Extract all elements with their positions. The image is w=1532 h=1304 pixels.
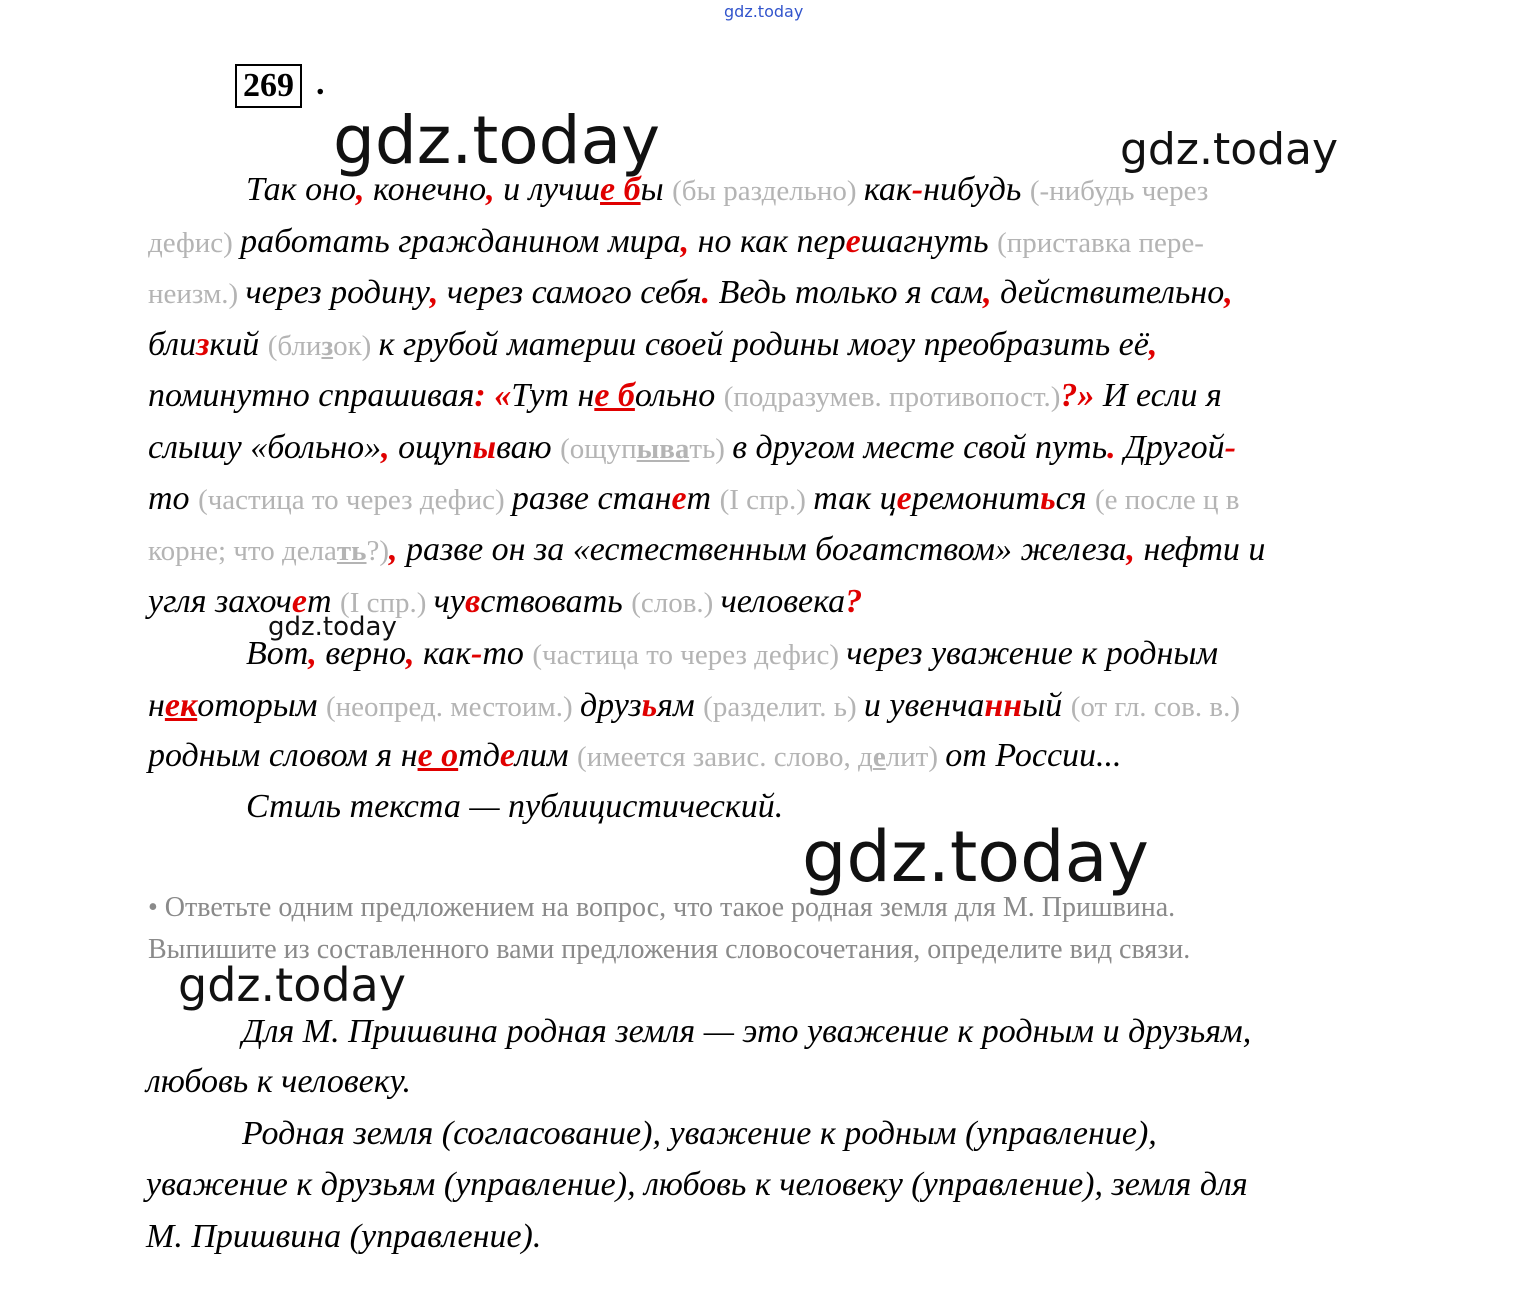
text-segment: через уважение к родным (846, 635, 1219, 672)
text-segment: разве он за «естественным богатством» железа (397, 531, 1127, 568)
text-segment: родным словом я н (148, 737, 418, 774)
text-segment: ваю (496, 429, 561, 466)
text-segment: нибудь (923, 171, 1030, 208)
highlighted-spelling: е (291, 583, 307, 620)
text-segment: Ведь только я сам (710, 274, 984, 311)
text-segment: Вот (246, 635, 309, 672)
text-segment: шагнуть (860, 223, 998, 260)
text-line (148, 273, 1233, 314)
grammar-note: (от гл. сов. в.) (1070, 691, 1240, 723)
watermark-large-4: gdz.today (178, 958, 406, 1012)
text-segment: в другом месте свой путь (732, 429, 1108, 466)
text-segment: И если я (1094, 377, 1222, 414)
text-segment: Стиль текста — публицистический. (246, 788, 784, 825)
grammar-note: корне; что дела (148, 535, 337, 567)
text-segment: поминутно спрашивая (148, 377, 475, 414)
grammar-note: е (872, 741, 886, 773)
text-line (246, 170, 1208, 211)
grammar-note: (неопред. местоим.) (325, 691, 580, 723)
text-segment: через самого себя (438, 274, 702, 311)
text-line (148, 530, 1265, 571)
highlighted-spelling: - (911, 171, 924, 208)
highlighted-spelling: в (464, 583, 481, 620)
text-segment: от России... (945, 737, 1122, 774)
grammar-note: (слов.) (631, 587, 721, 619)
grammar-note: (приставка пере- (997, 227, 1204, 259)
answer-line-5: М. Пришвина (управление). (146, 1218, 542, 1255)
highlighted-spelling: , (486, 171, 495, 208)
text-line (246, 787, 783, 827)
text-line (148, 222, 1204, 263)
highlighted-spelling: ек (164, 687, 198, 724)
grammar-note: (ощуп (560, 433, 637, 465)
text-segment: Другой (1115, 429, 1225, 466)
highlighted-spelling: , (1126, 531, 1136, 568)
highlighted-spelling: ь (641, 687, 658, 724)
highlighted-spelling: , (429, 274, 439, 311)
task-number-box: 269 (235, 64, 302, 108)
text-segment: к грубой материи своей родины могу преобразить её (378, 326, 1149, 363)
text-segment: лим (515, 737, 578, 774)
highlighted-spelling: . (1107, 429, 1116, 466)
text-segment: угля захоч (148, 583, 292, 620)
highlighted-spelling: , (406, 635, 415, 672)
grammar-note: (бли (267, 330, 322, 362)
text-segment: тд (458, 737, 500, 774)
highlighted-spelling: е (671, 480, 687, 517)
answer-line-1: Для М. Пришвина родная земля — это уважение к родным и друзьям, (242, 1013, 1252, 1050)
answer-line-4: уважение к друзьям (управление), любовь к человеку (управление), земля для (146, 1166, 1248, 1203)
highlighted-spelling: з (196, 326, 210, 363)
highlighted-spelling: , (355, 171, 365, 208)
answer-line-2: любовь к человеку. (146, 1063, 412, 1100)
text-segment: Тут н (511, 377, 595, 414)
grammar-note: (имеется завис. слово, д (577, 741, 873, 773)
highlighted-spelling: е б (600, 171, 641, 208)
grammar-note: (подразумев. противопост.) (723, 381, 1061, 413)
highlighted-spelling: ?» (1060, 377, 1095, 414)
text-segment: через родину (245, 274, 430, 311)
highlighted-spelling: ? (845, 583, 863, 620)
highlighted-spelling: е (499, 737, 516, 774)
text-line (148, 582, 862, 623)
text-segment: конечно (364, 171, 487, 208)
grammar-note: (частица то через дефис) (198, 484, 512, 516)
text-segment: действительно (991, 274, 1225, 311)
text-segment: и увенча (863, 687, 985, 724)
grammar-note: (частица то через дефис) (532, 639, 847, 671)
text-segment: то (482, 635, 533, 672)
question-line-2: Выпишите из составленного вами предложения словосочетания, определите вид связи. (148, 934, 1191, 965)
highlighted-spelling: . (701, 274, 711, 311)
grammar-note: ыва (636, 433, 690, 465)
text-segment: человека (720, 583, 846, 620)
text-line (148, 736, 1122, 777)
highlighted-spelling: е б (594, 377, 635, 414)
highlighted-spelling: , (1148, 326, 1158, 363)
task-number-dot: . (316, 65, 325, 102)
highlighted-spelling: е о (417, 737, 459, 774)
grammar-note: з (321, 330, 334, 362)
watermark-large-1: gdz.today (333, 102, 661, 179)
grammar-note: (I спр.) (719, 484, 814, 516)
text-line (148, 325, 1157, 366)
grammar-note: (I спр.) (340, 587, 434, 619)
text-segment: оторым (197, 687, 326, 724)
text-segment: разве стан (511, 480, 672, 517)
highlighted-spelling: ь (1040, 480, 1056, 517)
text-line (148, 428, 1236, 469)
highlighted-spelling: , (381, 429, 390, 466)
text-line (148, 686, 1240, 727)
grammar-note: ок) (333, 330, 379, 362)
grammar-note: (разделит. ь) (703, 691, 864, 723)
highlighted-spelling: : « (474, 377, 512, 414)
question-line-1: • Ответьте одним предложением на вопрос, что такое родная земля для М. Пришвина. (148, 892, 1176, 923)
text-segment: ствовать (480, 583, 632, 620)
text-segment: как (863, 171, 912, 208)
highlighted-spelling: , (1224, 274, 1233, 311)
text-segment: но как пер (689, 223, 846, 260)
highlighted-spelling: , (389, 531, 398, 568)
text-segment: н (148, 687, 165, 724)
grammar-note: ть (336, 535, 367, 567)
text-segment: т (306, 583, 341, 620)
text-segment: ся (1055, 480, 1096, 517)
highlighted-spelling: е (845, 223, 861, 260)
text-segment: ы (640, 171, 673, 208)
highlighted-spelling: , (308, 635, 317, 672)
text-segment: работать гражданином мира (240, 223, 681, 260)
watermark-large-2: gdz.today (1120, 124, 1339, 175)
text-segment: чу (433, 583, 465, 620)
grammar-note: (бы раздельно) (672, 175, 864, 207)
highlighted-spelling: , (983, 274, 992, 311)
grammar-note: неизм.) (148, 278, 246, 310)
grammar-note: дефис) (148, 227, 241, 259)
text-line (148, 376, 1222, 417)
text-segment: нефти и (1135, 531, 1266, 568)
text-segment: и лучш (494, 171, 601, 208)
watermark-top: gdz.today (724, 2, 804, 21)
text-segment: Так оно (246, 171, 356, 208)
text-segment: ям (657, 687, 704, 724)
grammar-note: ?) (366, 535, 390, 567)
highlighted-spelling: , (680, 223, 690, 260)
highlighted-spelling: ы (472, 429, 497, 466)
highlighted-spelling: нн (984, 687, 1023, 724)
answer-line-3: Родная земля (согласование), уважение к родным (управление), (242, 1115, 1157, 1152)
text-line (246, 634, 1218, 675)
text-segment: друз (579, 687, 642, 724)
watermark-small: gdz.today (268, 612, 397, 642)
highlighted-spelling: е (896, 480, 912, 517)
watermark-large-3: gdz.today (802, 816, 1149, 898)
text-segment: ольно (634, 377, 724, 414)
text-segment: ощуп (389, 429, 473, 466)
grammar-note: ть) (689, 433, 733, 465)
text-segment: так ц (813, 480, 897, 517)
highlighted-spelling: - (471, 635, 483, 672)
text-segment: верно (316, 635, 407, 672)
text-segment: т (686, 480, 720, 517)
highlighted-spelling: - (1224, 429, 1236, 466)
text-segment: ый (1022, 687, 1071, 724)
text-segment: кий (209, 326, 268, 363)
grammar-note: (е после ц в (1095, 484, 1240, 516)
text-segment: то (148, 480, 199, 517)
text-segment: слышу «больно» (148, 429, 382, 466)
text-segment: как (414, 635, 472, 672)
text-line (148, 479, 1239, 520)
grammar-note: лит) (885, 741, 946, 773)
text-segment: ремонит (911, 480, 1041, 517)
grammar-note: (-нибудь через (1029, 175, 1209, 207)
text-segment: бли (148, 326, 197, 363)
